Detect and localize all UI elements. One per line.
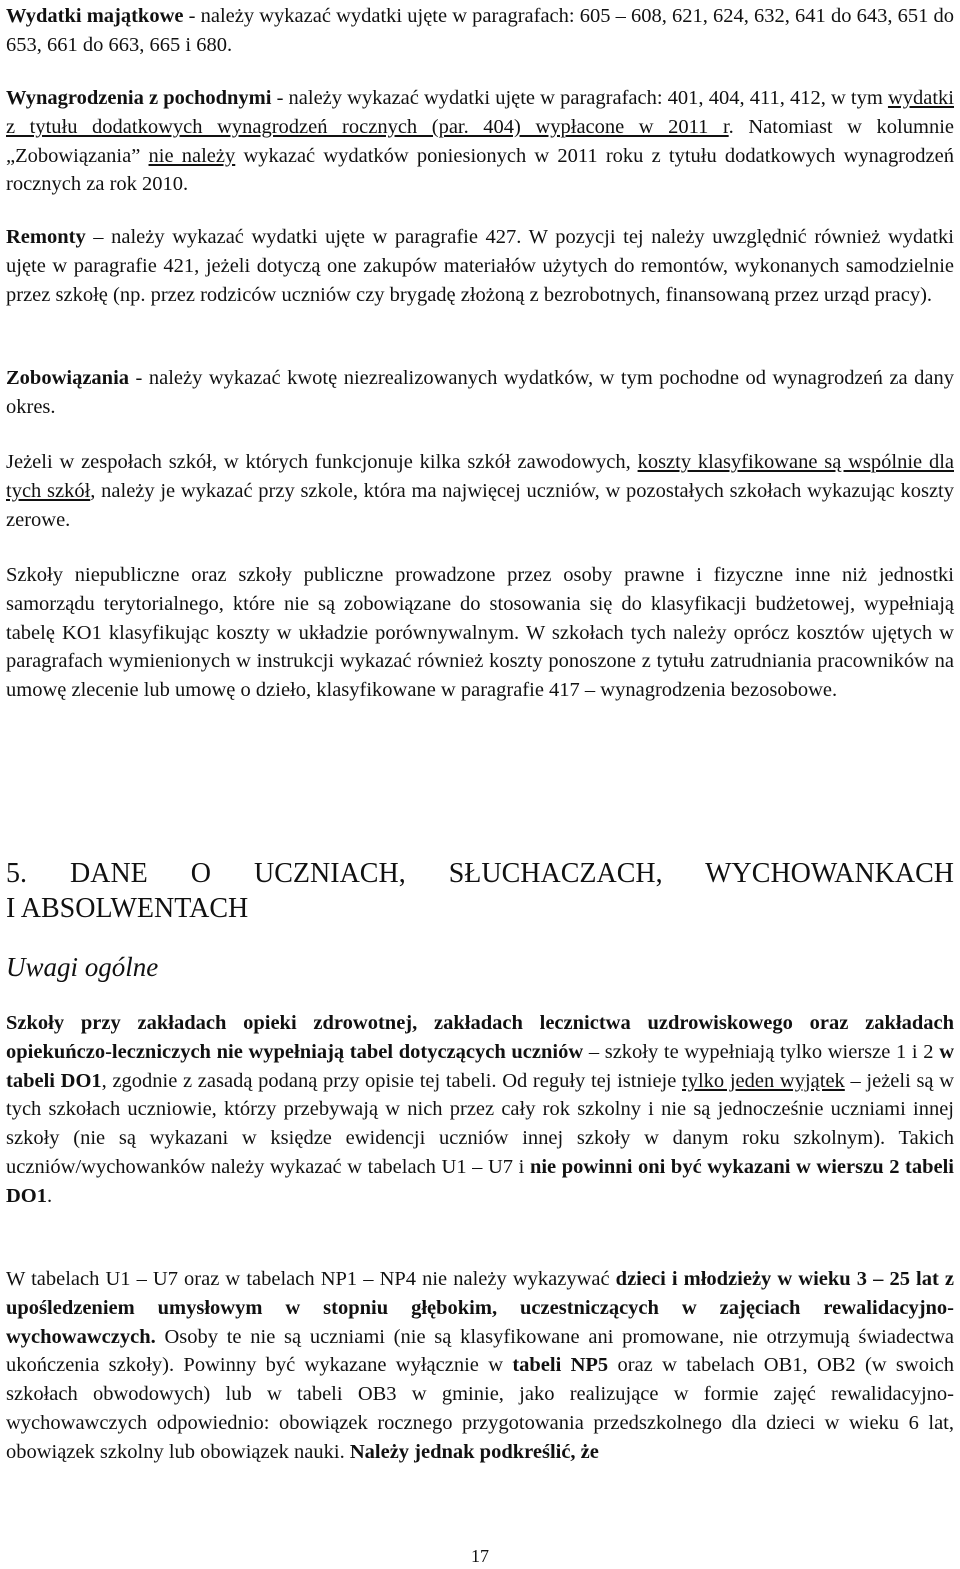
- text: . Natomiast w kolumnie „Zobowiązania”: [6, 115, 954, 167]
- underlined-text: wydatki z tytułu dodatkowych wynagrodzeń rocznych (par. 404) wypłacone w 2011 r: [6, 87, 954, 138]
- text: W tabelach U1 – U7 oraz w tabelach NP1 – NP4 nie należy wykazywać: [6, 1268, 616, 1290]
- paragraph-zespoly-szkol: [6, 448, 954, 534]
- paragraph-szkoly-przy-zakladach: [6, 1009, 954, 1211]
- term-wynagrodzenia: Wynagrodzenia z pochodnymi: [6, 87, 272, 109]
- bold-text: Szkoły przy zakładach opieki zdrowotnej, zakładach lecznictwa uzdrowiskowego oraz zakładach opiekuńczo-leczniczych nie wypełniają tabel dotyczących uczniów: [6, 1012, 954, 1063]
- term-zobowiazania: Zobowiązania: [6, 367, 130, 389]
- underlined-text: koszty klasyfikowane są wspólnie dla tych szkół: [6, 451, 954, 502]
- text: - należy wykazać kwotę niezrealizowanych wydatków, w tym pochodne od wynagrodzeń za dany okres.: [6, 367, 954, 418]
- text: Szkoły niepubliczne oraz szkoły publiczne prowadzone przez osoby prawne i fizyczne inne niż jednostki samorządu terytorialnego, które nie są zobowiązane do stosowania się do klasyfikacji budżetowej, wypełniają tabelę KO1 klasyfikując koszty w układzie porównywalnym. W szkołach tych należy oprócz kosztów ujętych w paragrafach wymienionych w instrukcji wykazać również koszty ponoszone z tytułu zatrudniania pracowników na umowę zlecenie lub umowę o dzieło, klasyfikowane w paragrafie 417 – wynagrodzenia bezosobowe.: [6, 564, 954, 702]
- text: wykazać wydatków poniesionych w 2011 roku z tytułu dodatkowych wynagrodzeń rocznych za rok 2010.: [6, 144, 955, 196]
- bold-text: nie powinni oni być wykazani w wierszu 2 tabeli DO1: [6, 1155, 955, 1207]
- paragraph-wynagrodzenia: [6, 84, 954, 199]
- bold-text: w tabeli DO1: [6, 1040, 954, 1092]
- subsection-heading: Uwagi ogólne: [6, 952, 159, 982]
- text: – jeżeli są w tych szkołach uczniowie, którzy przebywają w nich przez cały rok szkolny i nie są jednocześnie uczniami innej szkoły (nie są wykazani w księdze ewidencji uczniów innej szkoły w danym roku szkolnym). Takich uczniów/wychowanków należy wykazać w tabelach U1 – U7 i: [6, 1069, 955, 1178]
- section-heading-line2: I ABSOLWENTACH: [6, 893, 249, 924]
- text: – należy wykazać wydatki ujęte w paragrafie 427. W pozycji tej należy uwzględnić również wydatki ujęte w paragrafie 421, jeżeli dotyczą one zakupów materiałów użytych do remontów, wykonanych samodzielnie przez szkołę (np. przez rodziców uczniów czy brygadę złożoną z bezrobotnych, finansowaną przez urząd pracy).: [6, 226, 954, 306]
- paragraph-tabele-u1-u7: [6, 1265, 954, 1467]
- page-number: 17: [471, 1546, 489, 1566]
- text: Osoby te nie są uczniami (nie są klasyfikowane ani promowane, nie otrzymują świadectwa ukończenia szkoły). Powinny być wykazane wyłącznie w: [6, 1325, 954, 1377]
- text: .: [47, 1184, 53, 1207]
- bold-text: dzieci i młodzieży w wieku 3 – 25 lat z upośledzeniem umysłowym w stopniu głębokim, uczestniczących w zajęciach rewalidacyjno-wychowawczych.: [6, 1268, 954, 1348]
- text: – szkoły te wypełniają tylko wiersze 1 i 2: [583, 1040, 940, 1063]
- paragraph-wydatki-majatkowe: [6, 2, 954, 60]
- bold-text: Należy jednak podkreślić, że: [349, 1440, 599, 1463]
- text: - należy wykazać wydatki ujęte w paragrafach: 605 – 608, 621, 624, 632, 641 do 643, 651 do 653, 661 do 663, 665 i 680.: [6, 5, 954, 56]
- paragraph-zobowiazania: [6, 364, 954, 422]
- text: Jeżeli w zespołach szkół, w których funkcjonuje kilka szkół zawodowych,: [6, 451, 638, 473]
- term-remonty: Remonty: [6, 226, 86, 248]
- underlined-text: nie należy: [148, 144, 236, 167]
- bold-text: tabeli NP5: [512, 1354, 609, 1377]
- paragraph-szkoly-niepubliczne: [6, 561, 954, 705]
- text: oraz w tabelach OB1, OB2 (w swoich szkołach obwodowych) lub w tabeli OB3 w gminie, jako realizujące w formie zajęć rewalidacyjno-wychowawczych odpowiednio: obowiązek rocznego przygotowania przedszkolnego dla dzieci w wieku 6 lat, obowiązek szkolny lub obowiązek nauki.: [6, 1354, 954, 1463]
- section-heading-line1: 5. DANE O UCZNIACH, SŁUCHACZACH, WYCHOWANKACH: [6, 858, 954, 889]
- text: , zgodnie z zasadą podaną przy opisie tej tabeli. Od reguły tej istnieje: [101, 1069, 683, 1092]
- underlined-text: tylko jeden wyjątek: [682, 1069, 845, 1092]
- text: , należy je wykazać przy szkole, która ma najwięcej uczniów, w pozostałych szkołach wykazując koszty zerowe.: [6, 479, 954, 531]
- text: - należy wykazać wydatki ujęte w paragrafach: 401, 404, 411, 412, w tym: [271, 87, 888, 109]
- section-heading: [6, 856, 954, 926]
- paragraph-remonty: [6, 223, 954, 309]
- term-wydatki-majatkowe: Wydatki majątkowe: [6, 5, 184, 27]
